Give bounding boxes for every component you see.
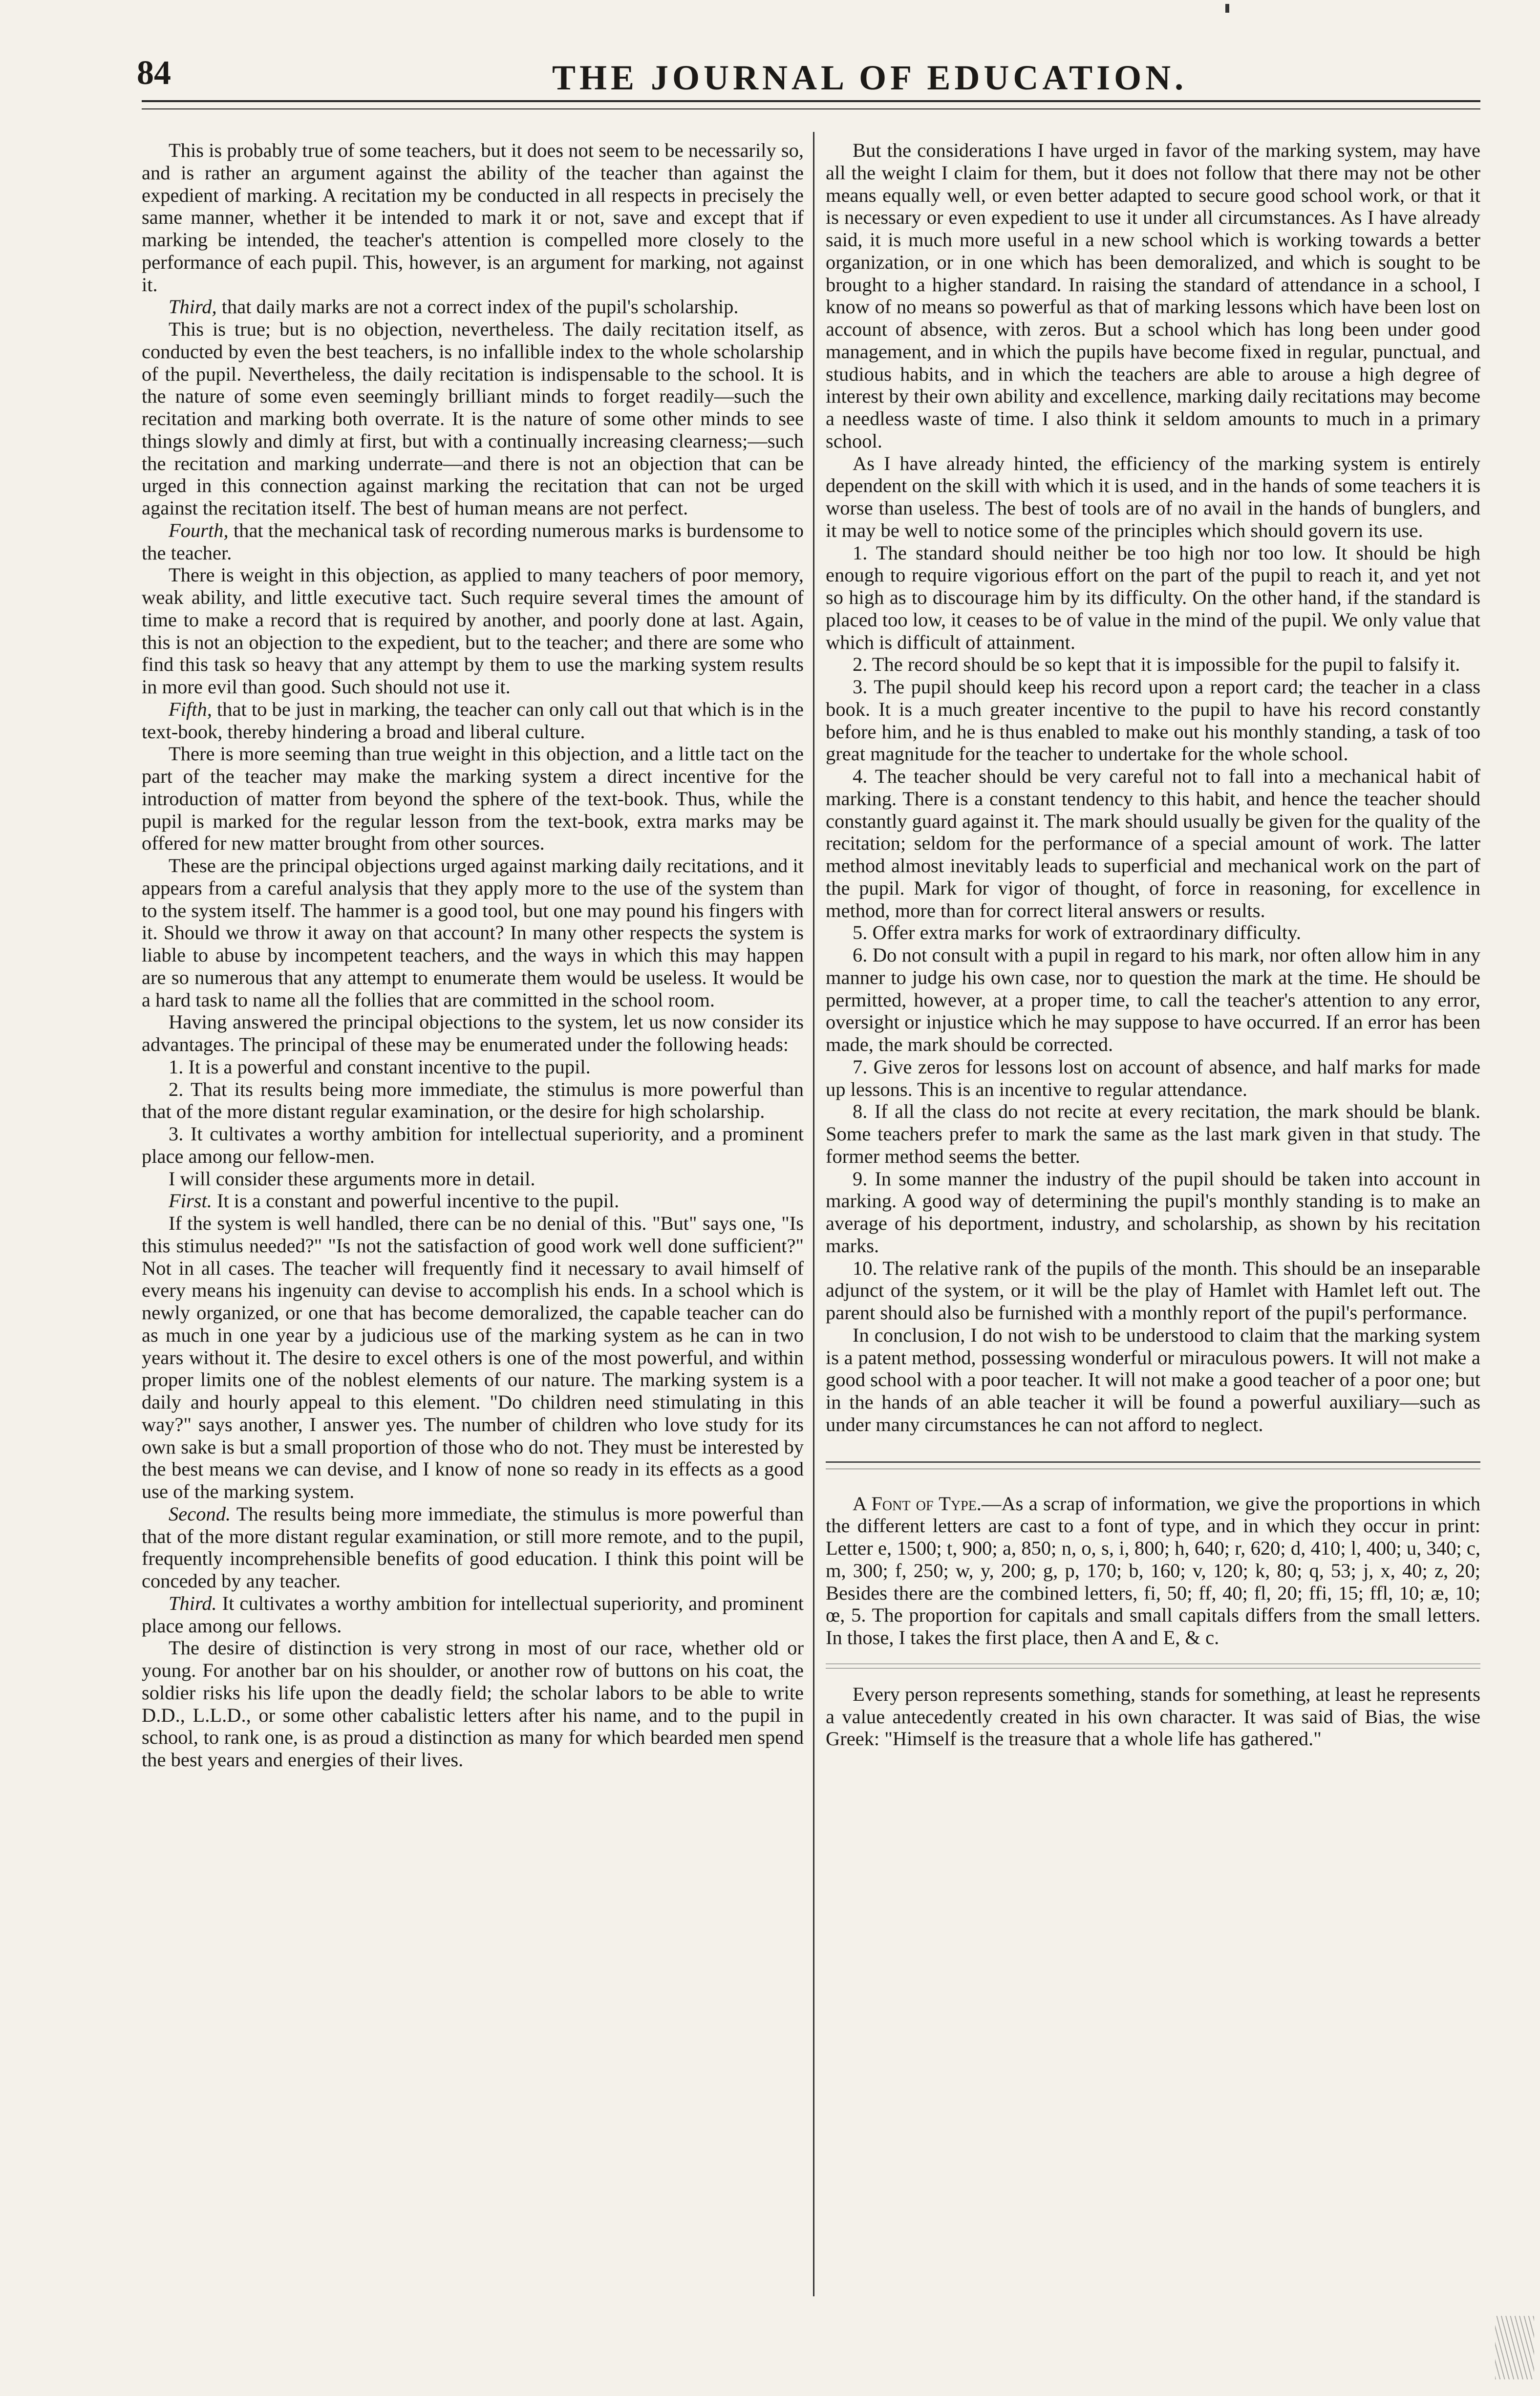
paragraph (142, 1592, 804, 1637)
list-item: 9. In some manner the industry of the pupil should be taken into account in marking. A good way of determining the pupil's monthly standing is to make an average of his deportment, industry, and scholarship, as shown by his recitation marks. (826, 1167, 1480, 1257)
list-item: 5. Offer extra marks for work of extraordinary difficulty. (853, 921, 1302, 944)
paragraph-lead: Third. (169, 1592, 217, 1614)
paragraph-lead: Third, (169, 296, 217, 318)
font-of-type-article (826, 1493, 1480, 1649)
paragraph: This is probably true of some teachers, but it does not seem to be necessarily so, and is rather an argument against the ability of the teacher than against the expedient of marking. A recitation my be conducted in all respects in precisely the same manner, whether it be intended to mark it or not, save and except that if marking be intended, the teacher's attention is compelled more closely to the performance of each pupil. This, however, is an argument for marking, not against it. (142, 139, 804, 296)
paragraph (142, 1503, 804, 1592)
list-item: 1. It is a powerful and constant incentive to the pupil. (169, 1055, 591, 1078)
right-column (826, 139, 1480, 1750)
paragraph (142, 296, 804, 318)
paragraph-lead: First. (169, 1190, 212, 1212)
page-number: 84 (137, 54, 171, 92)
paragraph-text: —As a scrap of information, we give the proportions in which the different letters are cast to a font of type, and in which they occur in print: Letter e, 1500; t, 900; a, 850; n, o, s, i, 800; h, 640; r, 620; d, 410; l, 400; u, 340; c, m, 300; f, 250; w, y, 200; g, p, 170; b, 160; v, 120; k, 80; q, 53; j, x, 40; z, 20; Besides there are the combined letters, fi, 50; ff, 40; fl, 20; ffi, 15; ffl, 10; æ, 10; œ, 5. The proportion for capitals and small capitals differs from the small letters. In those, I takes the first place, then A and E, & c. (826, 1492, 1481, 1648)
section-separator (826, 1664, 1480, 1669)
paragraph (142, 698, 804, 743)
paragraph (142, 519, 804, 564)
paragraph: In conclusion, I do not wish to be understood to claim that the marking system is a patent method, possessing wonderful or miraculous powers. It will not make a good school with a poor teacher. It will not make a good teacher of a poor one; but in the hands of an able teacher it will be found a powerful auxiliary—such as under many circumstances he can not afford to neglect. (826, 1324, 1480, 1435)
list-item: 10. The relative rank of the pupils of the month. This should be an inseparable adjunct of the system, or it will be the play of Hamlet with Hamlet left out. The parent should also be furnished with a monthly report of the pupil's performance. (826, 1257, 1480, 1324)
paragraph (142, 1190, 804, 1212)
paragraph: As I have already hinted, the efficiency of the marking system is entirely dependent on the skill with which it is used, and in the hands of some teachers it is worse than useless. The best of tools are of no avail in the hands of bunglers, and it may be well to notice some of the principles which should govern its use. (826, 452, 1480, 541)
paragraph: If the system is well handled, there can be no denial of this. "But" says one, "Is this stimulus needed?" "Is not the satisfaction of good work well done sufficient?" Not in all cases. The teacher will frequently find it necessary to avail himself of every means his ingenuity can devise to accomplish his ends. In a school which is newly organized, or one that has become demoralized, the capable teacher can do as much in one year by a judicious use of the marking system as he can in two years without it. The desire to excel others is one of the most powerful, and within proper limits one of the noblest elements of our nature. The marking system is a daily and hourly appeal to this element. "Do children need stimulating in this way?" says another, I answer yes. The number of children who love study for its own sake is but a small proportion of those who do not. They must be interested by the best means we can devise, and I know of none so ready in its effects as a good use of the marking system. (142, 1212, 804, 1502)
paragraph-text: The results being more immediate, the stimulus is more powerful than that of the more distant regular examination, or still more remote, and to the pupil, frequently incomprehensible benefits of good education. I think this point will be conceded by any teacher. (142, 1502, 804, 1592)
print-speck (1225, 4, 1229, 13)
column-divider (813, 132, 814, 2296)
paragraph: There is weight in this objection, as applied to many teachers of poor memory, weak ability, and little executive tact. Such require several times the amount of time to make a record that is required by another, and poorly done at last. Again, this is not an objection to the expedient, but to the teacher; and there are some who find this task so heavy that any attempt by them to use the marking system results in more evil than good. Such should not use it. (142, 564, 804, 698)
list-item: 3. The pupil should keep his record upon a report card; the teacher in a class book. It is a much greater incentive to the pupil to have his record constantly before him, and he is thus enabled to make out his monthly standing, a task of too great magnitude for the teacher to undertake for the whole school. (826, 676, 1480, 765)
list-item: 4. The teacher should be very careful not to fall into a mechanical habit of marking. There is a constant tendency to this habit, and hence the teacher should constantly guard against it. The mark should usually be given for the quality of the recitation; seldom for the performance of a special amount of work. The latter method almost inevitably leads to superficial and mechanical work on the part of the pupil. Mark for vigor of thought, of force in reasoning, for excellence in method, more than for correct literal answers or results. (826, 765, 1480, 921)
paragraph-text: that daily marks are not a correct index of the pupil's scholarship. (216, 296, 739, 318)
paragraph-lead: Fifth, (169, 698, 212, 720)
paragraph: But the considerations I have urged in favor of the marking system, may have all the weight I claim for them, but it does not follow that there may not be other means equally well, or even better adapted to secure good school work, or that it is necessary or even expedient to use it under all circumstances. As I have already said, it is much more useful in a new school which is working towards a better organization, or in one which has been demoralized, and which is sought to be brought to a higher standard. In raising the standard of attendance in a school, I know of no means so powerful as that of marking lessons which have been lost on account of absence, with zeros. But a school which has long been under good management, and in which the pupils have become fixed in regular, punctual, and studious habits, and in which the teachers are able to arouse a high degree of interest by their own ability and excellence, marking daily recitations may become a needless waste of time. I also think it seldom amounts to much in a primary school. (826, 139, 1480, 452)
header-rule-bottom (142, 108, 1480, 109)
section-separator (826, 1461, 1480, 1469)
list-item: 7. Give zeros for lessons lost on account of absence, and half marks for made up lessons. This is an incentive to regular attendance. (826, 1055, 1480, 1100)
paragraph: These are the principal objections urged against marking daily recitations, and it appears from a careful analysis that they apply more to the use of the system than to the system itself. The hammer is a good tool, but one may pound his fingers with it. Should we throw it away on that account? In many other respects the system is liable to abuse by incompetent teachers, and the ways in which this may happen are so numerous that any attempt to enumerate them would be useless. It would be a hard task to name all the follies that are committed in the school room. (142, 855, 804, 1011)
list-item: 3. It cultivates a worthy ambition for intellectual superiority, and a prominent place among our fellow-men. (142, 1123, 804, 1167)
paragraph-text: It is a constant and powerful incentive to the pupil. (212, 1190, 620, 1212)
paragraph: Having answered the principal objections to the system, let us now consider its advantages. The principal of these may be enumerated under the following heads: (142, 1011, 804, 1055)
list-item: 6. Do not consult with a pupil in regard to his mark, nor often allow him in any manner to judge his own case, nor to question the mark at the time. He should be permitted, however, at a proper time, to call the teacher's attention to any error, oversight or injustice which he may suppose to have occurred. If an error has been made, the mark should be corrected. (826, 944, 1480, 1055)
paragraph: I will consider these arguments more in detail. (169, 1167, 535, 1190)
list-item: 2. That its results being more immediate, the stimulus is more powerful than that of the more distant regular examination, or the desire for high scholarship. (142, 1078, 804, 1123)
paragraph: There is more seeming than true weight in this objection, and a little tact on the part of the teacher may make the marking system a direct incentive for the introduction of matter from beyond the sphere of the text-book. Thus, while the pupil is marked for the regular lesson from the text-book, extra marks may be offered for new matter brought from other sources. (142, 743, 804, 855)
paragraph: Every person represents something, stands for something, at least he represents a value antecedently created in his own character. It was said of Bias, the wise Greek: "Himself is the treasure that a whole life has gathered." (826, 1683, 1480, 1750)
journal-title: THE JOURNAL OF EDUCATION. (552, 58, 1188, 97)
page-edge-mark (1495, 2316, 1534, 2379)
article-heading: A Font of Type. (853, 1492, 982, 1515)
list-item: 8. If all the class do not recite at every recitation, the mark should be blank. Some teachers prefer to mark the same as the last mark given in that study. The former method seems the better. (826, 1100, 1480, 1167)
paragraph-text: that to be just in marking, the teacher can only call out that which is in the text-book, thereby hindering a broad and liberal culture. (142, 698, 804, 743)
header-rule-top (142, 100, 1480, 102)
paragraph-lead: Fourth, (169, 519, 229, 541)
paragraph: The desire of distinction is very strong in most of our race, whether old or young. For another bar on his shoulder, or another row of buttons on his coat, the soldier risks his life upon the deadly field; the scholar labors to be able to write D.D., L.L.D., or some other cabalistic letters after his name, and to the pupil in school, to rank one, is as proud a distinction as many for which bearded men spend the best years and energies of their lives. (142, 1637, 804, 1771)
paragraph: This is true; but is no objection, nevertheless. The daily recitation itself, as conducted by even the best teachers, is no infallible index to the whole scholarship of the pupil. Nevertheless, the daily recitation is indispensable to the school. It is the nature of some even seemingly brilliant minds to forget readily—such the recitation and marking both overrate. It is the nature of some other minds to see things slowly and dimly at first, but with a continually increasing clearness;—such the recitation and marking underrate—and there is not an objection that can be urged in this connection against marking the recitation that can not be urged against the recitation itself. The best of human means are not perfect. (142, 318, 804, 519)
paragraph-lead: Second. (169, 1502, 231, 1525)
left-column (142, 139, 804, 1771)
page-header (137, 54, 1476, 103)
list-item: 1. The standard should neither be too high nor too low. It should be high enough to require vigorious effort on the part of the pupil to reach it, and yet not so high as to discourage him by its difficulty. On the other hand, if the standard is placed too low, it ceases to be of value in the mind of the pupil. We only value that which is difficult of attainment. (826, 541, 1480, 653)
paragraph-text: that the mechanical task of recording numerous marks is burdensome to the teacher. (142, 519, 804, 564)
list-item: 2. The record should be so kept that it is impossible for the pupil to falsify it. (853, 653, 1460, 676)
paragraph-text: It cultivates a worthy ambition for intellectual superiority, and prominent place among our fellows. (142, 1592, 804, 1637)
